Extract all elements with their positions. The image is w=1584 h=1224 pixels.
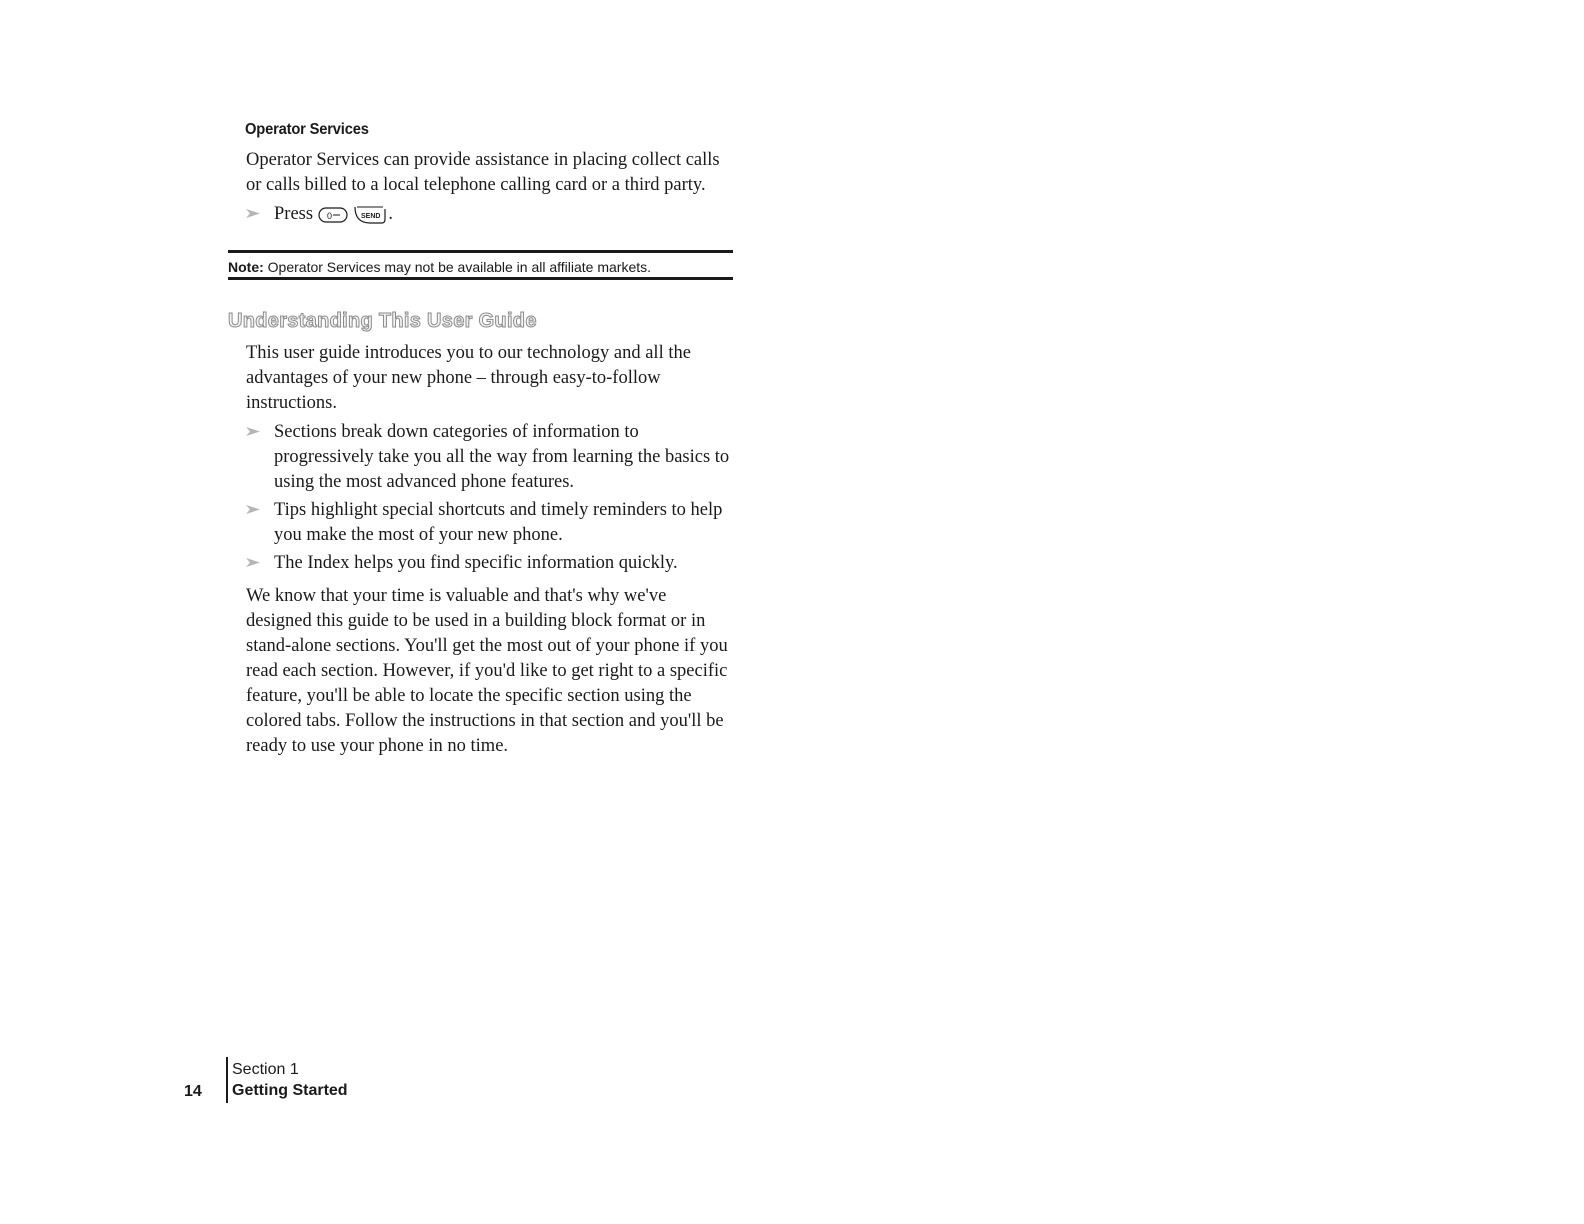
list-item-text: Sections break down categories of information to progressively take you all the way from learning the basics to using the most advanced phone features.	[274, 422, 730, 492]
press-suffix: .	[388, 204, 393, 224]
zero-key-icon	[318, 206, 348, 224]
send-key-icon	[352, 203, 388, 227]
note-box	[228, 250, 733, 280]
footer-section-label: Section 1	[232, 1061, 299, 1078]
list-item	[246, 420, 736, 495]
svg-text:SEND: SEND	[361, 212, 381, 220]
bullet-arrow-icon	[246, 504, 260, 515]
bullet-arrow-icon	[246, 208, 260, 219]
svg-text:0: 0	[326, 210, 332, 221]
note-text: Operator Services may not be available in all affiliate markets.	[267, 259, 652, 275]
note-label: Note:	[228, 259, 264, 275]
operator-services-heading: Operator Services	[245, 121, 369, 138]
list-item-text: Tips highlight special shortcuts and timely reminders to help you make the most of your new phone.	[274, 500, 723, 545]
page-number: 14	[184, 1083, 202, 1100]
list-item	[246, 498, 736, 548]
guide-intro-text: This user guide introduces you to our technology and all the advantages of your new phone – through easy-to-follow instructions.	[246, 343, 691, 413]
footer-divider	[226, 1057, 228, 1103]
operator-services-text: Operator Services can provide assistance in placing collect calls or calls billed to a local telephone calling card or a third party.	[246, 150, 720, 195]
guide-closing-text: We know that your time is valuable and that's why we've designed this guide to be used in a building block format or in stand-alone sections. You'll get the most out of your phone if you read each section. However, if you'd like to get right to a specific feature, you'll be able to locate the specific section using the colored tabs. Follow the instructions in that section and you'll be ready to use your phone in no time.	[246, 586, 728, 756]
section-heading: Understanding This User Guide	[228, 310, 537, 332]
footer-section-title: Getting Started	[232, 1082, 348, 1099]
press-label: Press	[274, 204, 314, 224]
bullet-arrow-icon	[246, 426, 260, 437]
press-instruction	[246, 202, 736, 227]
list-item-text: The Index helps you find specific information quickly.	[274, 553, 678, 573]
bullet-arrow-icon	[246, 557, 260, 568]
list-item	[246, 551, 736, 576]
